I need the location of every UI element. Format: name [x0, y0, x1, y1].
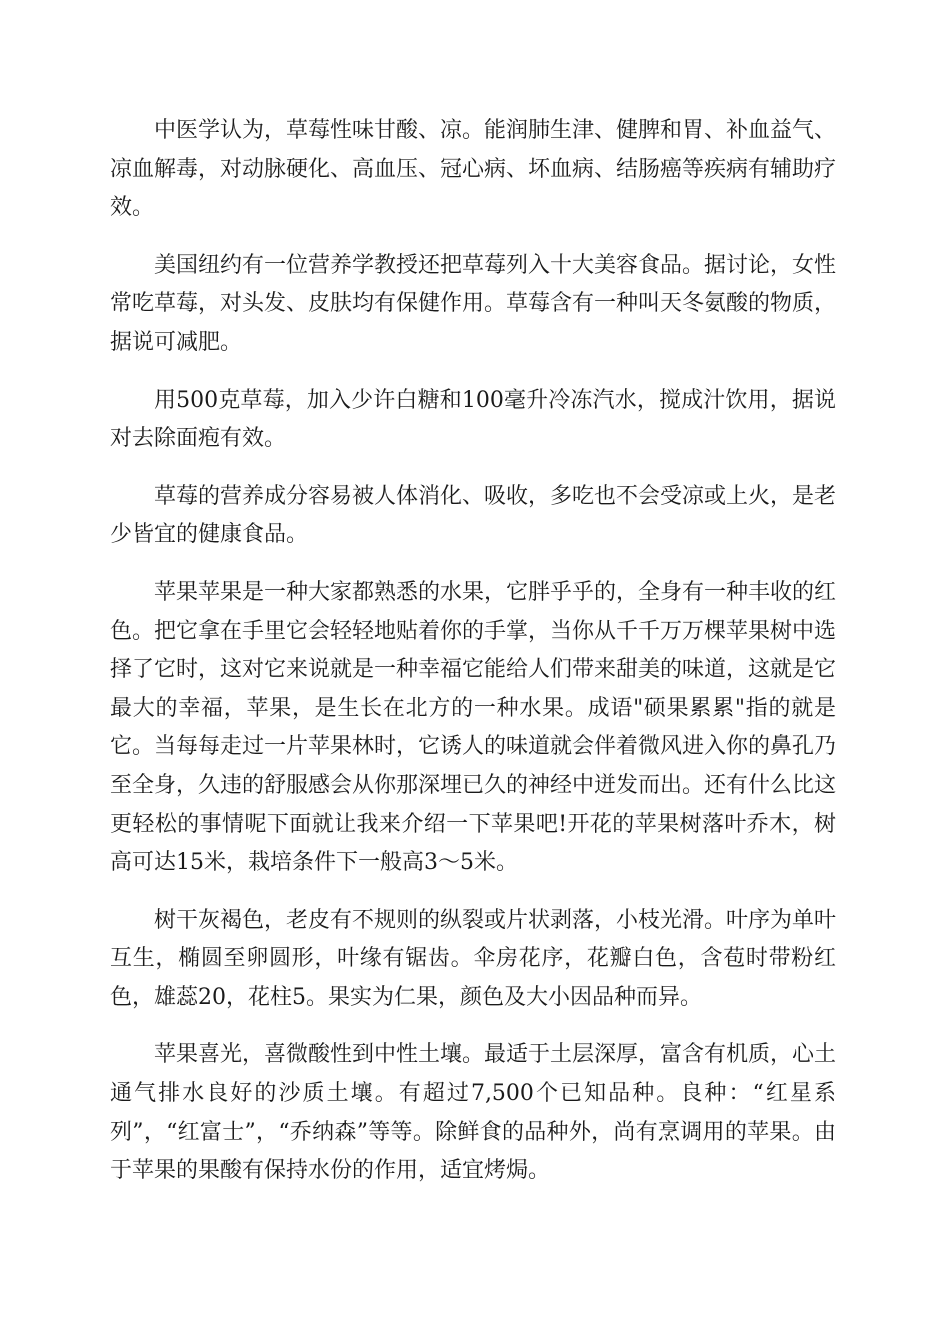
paragraph-strawberry-nutrition: 草莓的营养成分容易被人体消化、吸收，多吃也不会受凉或上火，是老少皆宜的健康食品。: [110, 483, 837, 548]
document-page: [110, 112, 836, 1210]
paragraph-apple-cultivation: 苹果喜光，喜微酸性到中性土壤。最适于土层深厚，富含有机质，心土通气排水良好的沙质土壤。有超过7,500个已知品种。良种：“红星系列”，“红富士”，“乔纳森”等等。除鲜食的品种外，尚有烹调用的苹果。由于苹果的果酸有保持水份的作用，适宜烤焗。: [110, 1042, 837, 1184]
paragraph-strawberry-tcm: 中医学认为，草莓性味甘酸、凉。能润肺生津、健脾和胃、补血益气、凉血解毒，对动脉硬化、高血压、冠心病、坏血病、结肠癌等疾病有辅助疗效。: [110, 118, 837, 221]
paragraph-strawberry-juice: 用500克草莓，加入少许白糖和100毫升冷冻汽水，搅成汁饮用，据说对去除面疱有效。: [110, 387, 836, 452]
paragraph-strawberry-beauty: 美国纽约有一位营养学教授还把草莓列入十大美容食品。据讨论，女性常吃草莓，对头发、皮肤均有保健作用。草莓含有一种叫天冬氨酸的物质，据说可减肥。: [110, 252, 837, 355]
paragraph-apple-intro: 苹果苹果是一种大家都熟悉的水果，它胖乎乎的，全身有一种丰收的红色。把它拿在手里它会轻轻地贴着你的手掌，当你从千千万万棵苹果树中选择了它时，这对它来说就是一种幸福它能给人们带来甜美的味道，这就是它最大的幸福，苹果，是生长在北方的一种水果。成语"硕果累累"指的就是它。当每每走过一片苹果林时，它诱人的味道就会伴着微风进入你的鼻孔乃至全身，久违的舒服感会从你那深埋已久的神经中迸发而出。还有什么比这更轻松的事情呢下面就让我来介绍一下苹果吧!开花的苹果树落叶乔木，树高可达15米，栽培条件下一般高3～5米。: [110, 579, 837, 876]
paragraph-apple-tree: 树干灰褐色，老皮有不规则的纵裂或片状剥落，小枝光滑。叶序为单叶互生，椭圆至卵圆形，叶缘有锯齿。伞房花序，花瓣白色，含苞时带粉红色，雄蕊20，花柱5。果实为仁果，颜色及大小因品种而异。: [110, 907, 837, 1010]
